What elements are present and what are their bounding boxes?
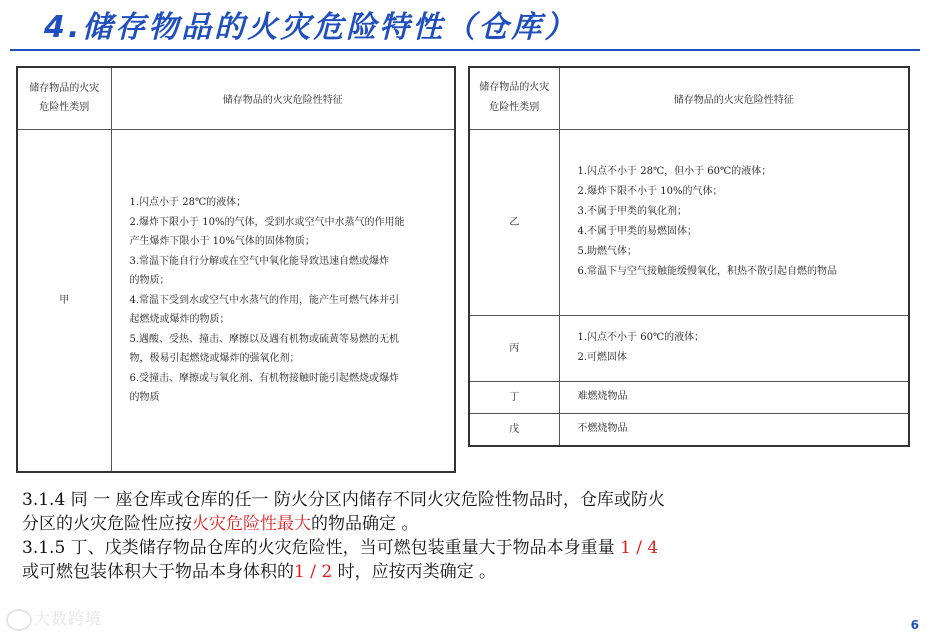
title-underline <box>10 49 920 51</box>
feature-cell <box>559 413 909 446</box>
page-number: 6 <box>910 618 919 632</box>
watermark-logo-icon <box>6 609 32 631</box>
page-title: 4.储存物品的火灾危险特性（仓库） <box>44 10 578 45</box>
text-span: 的物品确定 。 <box>311 514 419 534</box>
clause-3-1-4-line1 <box>22 488 902 512</box>
feature-line: 的物质； <box>129 275 170 286</box>
table-header-row <box>469 67 909 129</box>
header-category-line: 储存物品的火灾 <box>29 82 100 94</box>
hazard-table-right <box>468 66 910 447</box>
clause-3-1-4-line2 <box>22 512 902 536</box>
table-row <box>17 129 455 472</box>
feature-line: 3.常温下能自行分解或在空气中氧化能导致迅速自燃或爆炸 <box>129 255 390 267</box>
category-cell: 戊 <box>469 413 559 446</box>
header-category-cell <box>469 67 559 129</box>
feature-line: 6.常温下与空气接触能缓慢氧化，积热不散引起自燃的物品 <box>577 266 838 277</box>
text-span: 或可燃包装体积大于物品本身体积的 <box>22 562 294 582</box>
hazard-table-left <box>16 66 456 473</box>
text-span: 分区的火灾危险性应按 <box>22 514 192 534</box>
feature-cell <box>559 315 909 381</box>
watermark <box>6 606 102 631</box>
header-category-cell <box>17 67 111 129</box>
category-cell: 乙 <box>469 129 559 315</box>
highlight-text: 1 / 4 <box>620 538 659 558</box>
feature-line: 难燃烧物品 <box>577 391 628 402</box>
table-row <box>469 381 909 413</box>
feature-line: 5.遇酸、受热、撞击、摩擦以及遇有机物或硫黄等易燃的无机 <box>129 333 400 345</box>
feature-line: 的物质 <box>129 392 160 403</box>
feature-line: 2.爆炸下限不小于 10%的气体； <box>577 186 723 197</box>
feature-line: 不燃烧物品 <box>577 423 628 435</box>
text-span: 时，应按丙类确定 。 <box>332 562 496 582</box>
clause-3-1-5-line1 <box>22 536 902 560</box>
feature-line: 2.可燃固体 <box>577 352 628 363</box>
feature-line: 6.受撞击、摩擦或与氧化剂、有机物接触时能引起燃烧或爆炸 <box>129 372 400 384</box>
clause-3-1-5-line2 <box>22 560 902 584</box>
highlight-text: 1 / 2 <box>294 562 333 582</box>
feature-line: 起燃烧或爆炸的物质； <box>129 314 230 325</box>
header-feature-cell: 储存物品的火灾危险性特征 <box>111 67 455 129</box>
category-cell: 丙 <box>469 315 559 381</box>
feature-cell <box>111 129 455 472</box>
feature-cell <box>559 381 909 413</box>
header-category-line: 危险性类别 <box>489 102 540 114</box>
feature-line: 1.闪点小于 28℃的液体； <box>129 197 247 208</box>
category-cell: 甲 <box>17 129 111 472</box>
feature-cell <box>559 129 909 315</box>
table-row <box>469 413 909 446</box>
feature-line: 2.爆炸下限小于 10%的气体，受到水或空气中水蒸气的作用能 <box>129 216 405 228</box>
clause-text <box>22 488 902 584</box>
table-row <box>469 315 909 381</box>
category-cell: 丁 <box>469 381 559 413</box>
feature-line: 5.助燃气体； <box>577 246 638 257</box>
feature-line: 物，极易引起燃烧或爆炸的强氧化剂； <box>129 353 300 364</box>
feature-line: 4.常温下受到水或空气中水蒸气的作用，能产生可燃气体并引 <box>129 294 400 306</box>
table-row <box>469 129 909 315</box>
text-span: 3.1.5 丁、戊类储存物品仓库的火灾危险性，当可燃包装重量大于物品本身重量 <box>22 538 621 558</box>
highlight-text: 火灾危险性最大 <box>192 514 311 534</box>
feature-line: 1.闪点不小于 28℃，但小于 60℃的液体； <box>577 166 772 177</box>
header-category-line: 危险性类别 <box>39 102 90 114</box>
watermark-text: 大数跨境 <box>34 609 103 628</box>
header-category-line: 储存物品的火灾 <box>479 82 550 94</box>
feature-line: 产生爆炸下限小于 10%气体的固体物质； <box>129 236 315 247</box>
feature-line: 3.不属于甲类的氧化剂； <box>577 206 688 217</box>
text-span: 3.1.4 同 一 座仓库或仓库的任一 防火分区内储存不同火灾危险性物品时，仓库或防火 <box>22 490 665 510</box>
feature-line: 4.不属于甲类的易燃固体； <box>577 226 698 237</box>
feature-line: 1.闪点不小于 60℃的液体； <box>577 332 705 343</box>
header-feature-cell: 储存物品的火灾危险性特征 <box>559 67 909 129</box>
table-header-row <box>17 67 455 129</box>
